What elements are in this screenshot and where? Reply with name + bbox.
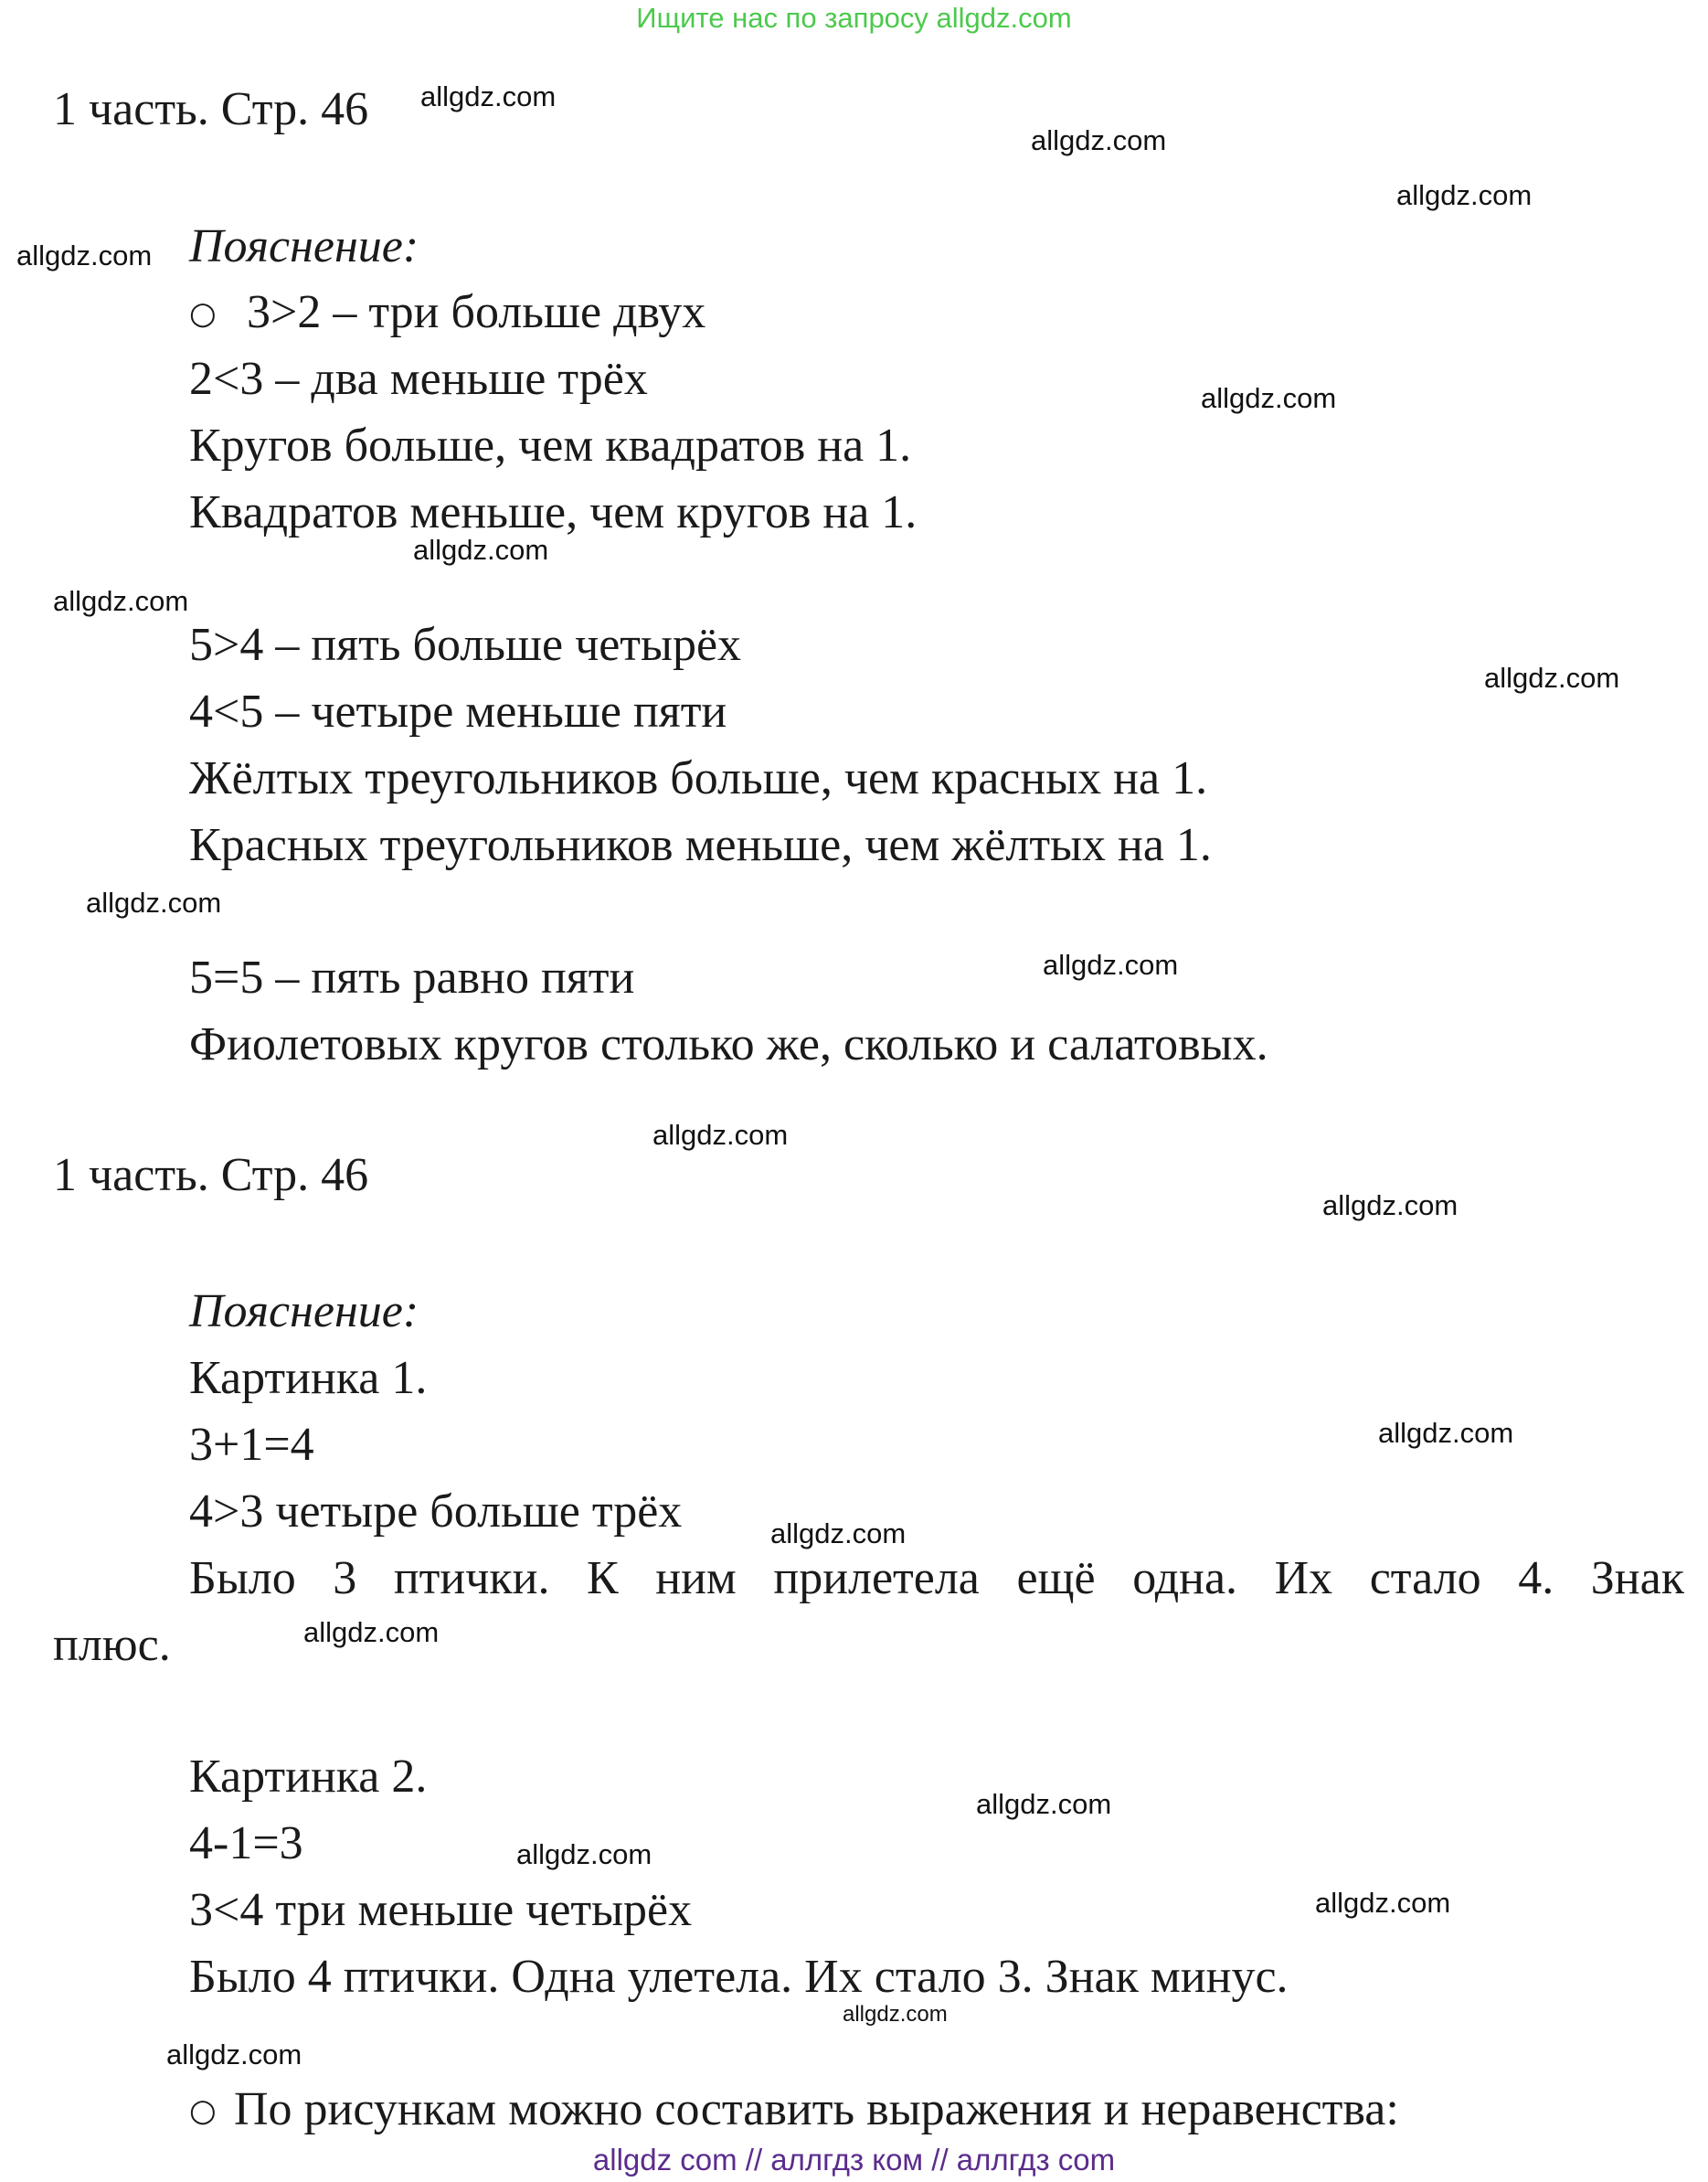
- s1-line-10: Фиолетовых кругов столько же, сколько и салатовых.: [189, 1018, 1268, 1070]
- picture1-title: Картинка 1.: [189, 1352, 428, 1404]
- s1-line-5: 5>4 – пять больше четырёх: [189, 619, 742, 671]
- story-word: прилетела: [773, 1552, 980, 1604]
- watermark: allgdz.com: [420, 80, 557, 112]
- story-word: птички.: [393, 1552, 550, 1604]
- s1-line-9: 5=5 – пять равно пяти: [189, 952, 635, 1004]
- section1-heading: 1 часть. Стр. 46: [53, 83, 369, 135]
- story-word: ним: [655, 1552, 737, 1604]
- watermark: allgdz.com: [516, 1838, 652, 1870]
- watermark: allgdz.com: [1201, 382, 1337, 414]
- s1-line-1: 3>2 – три больше двух: [247, 286, 706, 338]
- watermark: allgdz.com: [1322, 1189, 1459, 1221]
- final-bullet: ○: [189, 2092, 217, 2129]
- final-line: По рисункам можно составить выражения и неравенства:: [234, 2083, 1399, 2135]
- s1-line-7: Жёлтых треугольников больше, чем красных на 1.: [189, 752, 1208, 804]
- section1-bullet: ○: [189, 295, 217, 332]
- story-word: 3: [333, 1552, 357, 1604]
- watermark: allgdz.com: [166, 2038, 302, 2070]
- section2-heading: 1 часть. Стр. 46: [53, 1149, 369, 1201]
- story-word: одна.: [1132, 1552, 1238, 1604]
- watermark: allgdz.com: [1031, 124, 1167, 156]
- watermark: allgdz.com: [652, 1119, 789, 1151]
- watermark: allgdz.com: [843, 2002, 948, 2027]
- picture2-comparison: 3<4 три меньше четырёх: [189, 1884, 693, 1936]
- s1-line-8: Красных треугольников меньше, чем жёлтых на 1.: [189, 819, 1212, 871]
- s1-line-4: Квадратов меньше, чем кругов на 1.: [189, 486, 918, 538]
- watermark: allgdz.com: [53, 585, 189, 617]
- picture2-expression: 4-1=3: [189, 1817, 303, 1869]
- story-word: Их: [1274, 1552, 1333, 1604]
- watermark: allgdz.com: [86, 887, 222, 919]
- s1-line-3: Кругов больше, чем квадратов на 1.: [189, 420, 912, 472]
- top-banner[interactable]: Ищите нас по запросу allgdz.com: [636, 2, 1072, 34]
- bottom-banner[interactable]: allgdz com // аллгдз ком // аллгдз com: [592, 2143, 1116, 2177]
- watermark: allgdz.com: [1043, 949, 1179, 981]
- watermark: allgdz.com: [1315, 1887, 1451, 1919]
- story-word: К: [587, 1552, 619, 1604]
- s1-line-2: 2<3 – два меньше трёх: [189, 353, 648, 405]
- picture1-story-end: плюс.: [53, 1619, 171, 1671]
- story-word: стало: [1369, 1552, 1481, 1604]
- story-word: ещё: [1016, 1552, 1096, 1604]
- watermark: allgdz.com: [1484, 662, 1620, 694]
- picture2-title: Картинка 2.: [189, 1751, 428, 1803]
- watermark: allgdz.com: [770, 1517, 907, 1549]
- s1-line-6: 4<5 – четыре меньше пяти: [189, 686, 727, 738]
- watermark: allgdz.com: [413, 534, 549, 566]
- story-word: 4.: [1518, 1552, 1554, 1604]
- watermark: allgdz.com: [1378, 1417, 1514, 1449]
- story-word: Знак: [1590, 1552, 1684, 1604]
- watermark: allgdz.com: [16, 239, 153, 271]
- picture1-expression: 3+1=4: [189, 1419, 314, 1471]
- watermark: allgdz.com: [303, 1616, 440, 1648]
- section2-explanation-label: Пояснение:: [189, 1285, 419, 1337]
- watermark: allgdz.com: [976, 1788, 1112, 1820]
- picture1-comparison: 4>3 четыре больше трёх: [189, 1485, 683, 1538]
- picture2-story: Было 4 птички. Одна улетела. Их стало 3. Знак минус.: [189, 1951, 1289, 2003]
- watermark: allgdz.com: [1396, 179, 1533, 211]
- picture1-story-line: [189, 1552, 1684, 1604]
- story-word: Было: [189, 1552, 296, 1604]
- section1-explanation-label: Пояснение:: [189, 220, 419, 272]
